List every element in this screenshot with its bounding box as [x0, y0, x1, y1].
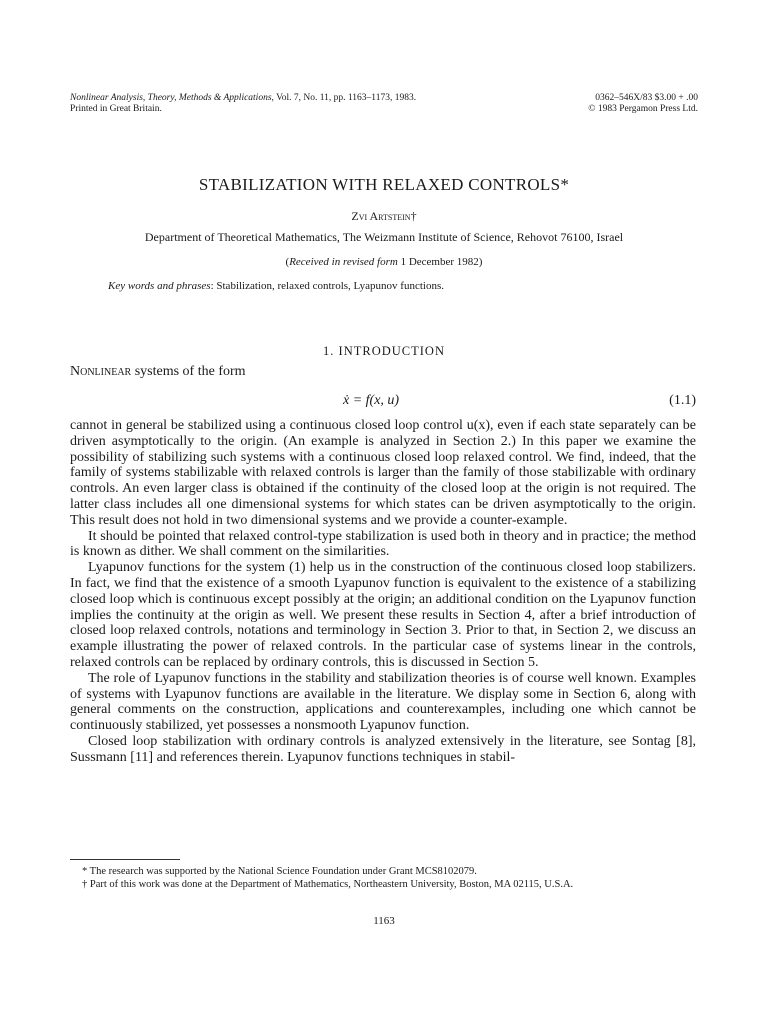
intro-rest: systems of the form: [131, 364, 246, 379]
footnote: † Part of this work was done at the Department of Mathematics, Northeastern University, Boston, MA 02115, U.S.A.: [82, 878, 574, 890]
intro-first-line: [70, 364, 246, 380]
printed-in: Printed in Great Britain.: [70, 104, 162, 114]
affiliation: Department of Theoretical Mathematics, The Weizmann Institute of Science, Rehovot 76100, Israel: [144, 230, 624, 244]
paragraph: cannot in general be stabilized using a continuous closed loop control u(x), even if each state separately can be driven asymptotically to the origin. (An example is analyzed in Section 2.) In this paper we examine the possibility of stabilizing such systems with a continuous closed loop relaxed control. We find, indeed, that the family of systems stabilizable with relaxed controls is larger than the family of those stabilizable with ordinary controls. An even larger class is obtained if the continuity of the closed loop at the origin is not required. The latter class includes all one dimensional systems for which states can be driven asymptotically to the origin. This result does not hold in two dimensional systems and we provide a counter-example.: [70, 418, 696, 528]
equation-number: (1.1): [669, 393, 696, 408]
header-right: [498, 93, 698, 115]
volume-info: , Vol. 7, No. 11, pp. 1163–1173, 1983.: [271, 93, 417, 103]
intro-smallcaps: Nonlinear: [70, 364, 132, 379]
paragraph: Closed loop stabilization with ordinary controls is analyzed extensively in the literature, see Sontag [8], Sussmann [11] and references therein. Lyapunov functions techniques in stabil-: [70, 733, 696, 765]
journal-citation: [70, 93, 500, 104]
paragraph: The role of Lyapunov functions in the stability and stabilization theories is of course well known. Examples of systems with Lyapunov functions are available in the literature. We display some in Section 6, along with general comments on the construction, applications and counterexamples, including one which cannot be continuously stabilized, yet possesses a nonsmooth Lyapunov function.: [70, 670, 696, 734]
paragraph: It should be pointed that relaxed control-type stabilization is used both in theory and in practice; the method is known as dither. We shall comment on the similarities.: [70, 528, 696, 560]
equation-formula: ẋ = f(x, u): [343, 393, 400, 408]
received-label: Received in revised form: [289, 256, 398, 268]
received-date: [0, 256, 768, 268]
page-number: 1163: [373, 915, 395, 927]
paragraph: Lyapunov functions for the system (1) help us in the construction of the continuous closed loop stabilizers. In fact, we find that the existence of a smooth Lyapunov function is equivalent to the existence of a stabilizing closed loop which is continuous except possibly at the origin; an additional condition on the Lyapunov function implies the continuity at the origin as well. We present these results in Section 4, after a brief introduction of closed loop relaxed controls, notations and terminology in Section 3. Prior to that, in Section 2, we discuss an example illustrating the power of relaxed controls. In the particular case of systems linear in the controls, relaxed controls can be replaced by ordinary controls, this is discussed in Section 5.: [70, 560, 696, 670]
copyright: © 1983 Pergamon Press Ltd.: [588, 104, 698, 114]
journal-name: Nonlinear Analysis, Theory, Methods & Applications: [70, 93, 272, 103]
section-heading: 1. INTRODUCTION: [323, 344, 445, 358]
keywords: [108, 280, 444, 292]
footnotes: [70, 866, 696, 891]
price-code: 0362–546X/83 $3.00 + .00: [595, 93, 698, 103]
keywords-text: : Stabilization, relaxed controls, Lyapunov functions.: [210, 280, 444, 292]
author-name: Zvi Artstein†: [351, 209, 417, 223]
header-left: [70, 93, 500, 115]
received-date-text: 1 December 1982): [397, 256, 483, 268]
received-open: (: [285, 256, 290, 268]
footnote: * The research was supported by the National Science Foundation under Grant MCS8102079.: [82, 866, 477, 877]
author: [0, 209, 768, 224]
footnote-rule: [70, 859, 180, 860]
paper-title: STABILIZATION WITH RELAXED CONTROLS*: [198, 175, 570, 194]
body-text: [70, 418, 696, 766]
keywords-label: Key words and phrases: [108, 280, 211, 292]
